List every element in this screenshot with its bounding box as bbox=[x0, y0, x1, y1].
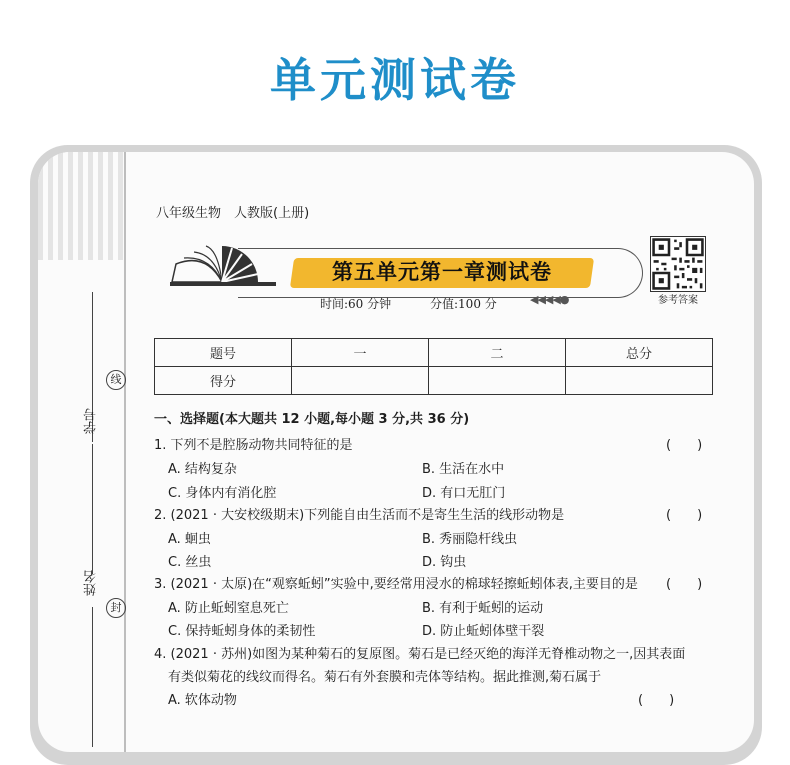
answer-blank[interactable]: ( ) bbox=[638, 693, 675, 708]
question-2-stem: 2. (2021 · 大安校级期末)下列能自由生活而不是寄生生活的线形动物是 bbox=[154, 508, 565, 523]
option: A. 蛔虫 bbox=[168, 532, 211, 547]
answer-key-label: 参考答案 bbox=[658, 295, 698, 306]
option: B. 有利于蚯蚓的运动 bbox=[422, 601, 544, 616]
score-row-label: 得分 bbox=[155, 367, 292, 395]
option: B. 秀丽隐杆线虫 bbox=[422, 532, 518, 547]
option: A. 软体动物 bbox=[168, 693, 237, 708]
binding-rule bbox=[124, 152, 126, 752]
chapter-title: 第五单元第一章测试卷 bbox=[332, 260, 552, 284]
student-id-label: 学号 bbox=[84, 408, 99, 434]
question-4-stem-line-2: 有类似菊花的线纹而得名。菊石有外套膜和壳体等结构。据此推测,菊石属于 bbox=[168, 670, 602, 685]
answer-blank[interactable]: ( ) bbox=[666, 508, 703, 523]
answer-blank[interactable]: ( ) bbox=[666, 577, 703, 592]
score-table-header-row bbox=[155, 339, 713, 367]
table-header: 题号 bbox=[155, 339, 292, 367]
score-table-score-row bbox=[155, 367, 713, 395]
question-1-stem: 1. 下列不是腔肠动物共同特征的是 bbox=[154, 438, 353, 453]
line-mark: 线 bbox=[106, 370, 126, 390]
table-header: 一 bbox=[292, 339, 429, 367]
option: C. 身体内有消化腔 bbox=[168, 486, 277, 501]
name-label: 姓名 bbox=[84, 570, 99, 596]
option: D. 有口无肛门 bbox=[422, 486, 506, 501]
option: B. 生活在水中 bbox=[422, 462, 505, 477]
option: C. 丝虫 bbox=[168, 555, 212, 570]
seal-mark: 封 bbox=[106, 598, 126, 618]
score-table bbox=[154, 338, 713, 395]
corner-stripes bbox=[38, 152, 126, 260]
exam-paper bbox=[38, 152, 754, 752]
binding-line-mid bbox=[92, 444, 93, 574]
table-header: 总分 bbox=[566, 339, 713, 367]
score-cell[interactable] bbox=[566, 367, 713, 395]
score-cell[interactable] bbox=[429, 367, 566, 395]
option: C. 保持蚯蚓身体的柔韧性 bbox=[168, 624, 316, 639]
question-4-stem-line-1: 4. (2021 · 苏州)如图为某种菊石的复原图。菊石是已经灭绝的海洋无脊椎动物之一,因其表面 bbox=[154, 647, 686, 662]
option: A. 结构复杂 bbox=[168, 462, 237, 477]
exam-score: 分值:100 分 bbox=[430, 297, 497, 311]
option: D. 钩虫 bbox=[422, 555, 467, 570]
banner-title: 单元测试卷 bbox=[270, 53, 520, 107]
table-header: 二 bbox=[429, 339, 566, 367]
book-header: 八年级生物 人教版(上册) bbox=[156, 206, 310, 221]
question-3-stem: 3. (2021 · 太原)在“观察蚯蚓”实验中,要经常用浸水的棉球轻擦蚯蚓体表,主要目的是 bbox=[154, 577, 638, 592]
option: A. 防止蚯蚓窒息死亡 bbox=[168, 601, 289, 616]
chapter-banner bbox=[292, 252, 592, 292]
answer-blank[interactable]: ( ) bbox=[666, 438, 703, 453]
section-heading: 一、选择题(本大题共 12 小题,每小题 3 分,共 36 分) bbox=[154, 412, 470, 427]
arrow-decoration-icon: ◀◀◀◀● bbox=[530, 293, 569, 306]
score-cell[interactable] bbox=[292, 367, 429, 395]
option: D. 防止蚯蚓体壁干裂 bbox=[422, 624, 545, 639]
exam-time: 时间:60 分钟 bbox=[320, 297, 392, 311]
qr-code-icon[interactable] bbox=[650, 236, 706, 292]
binding-line-bottom bbox=[92, 607, 93, 747]
